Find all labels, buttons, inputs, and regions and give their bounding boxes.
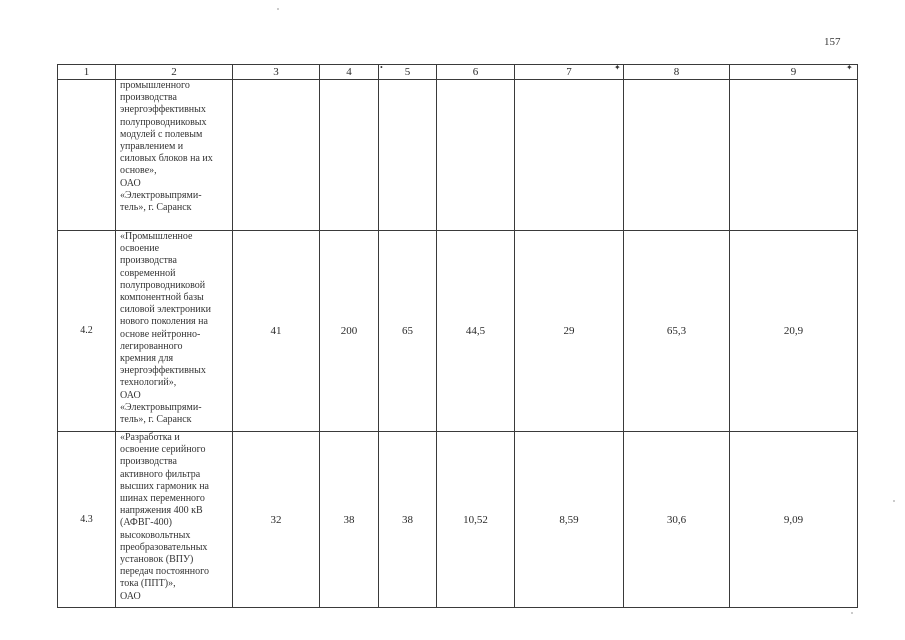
column-header-4: 4: [320, 65, 379, 80]
column-header-8: 8: [624, 65, 730, 80]
column-header-3: 3: [233, 65, 320, 80]
cell-col-5: 38: [379, 432, 437, 608]
scan-mark: •: [380, 63, 383, 72]
cell-col-3: 32: [233, 432, 320, 608]
row-id: 4.2: [58, 231, 116, 432]
cell-col-8: 30,6: [624, 432, 730, 608]
row-description: «Разработка и освоение серийного производства активного фильтра высших гармоник на шинах переменного напряжения 400 кВ (АФВГ-400) высоковольтных преобразовательных установок (ВПУ) передач постоянного тока (ППТ)», ОАО: [116, 432, 233, 608]
column-header-1: 1: [58, 65, 116, 80]
table-row: [58, 80, 858, 231]
column-header-6: 6: [437, 65, 515, 80]
cell-col-6: 44,5: [437, 231, 515, 432]
cell-col-7: [515, 80, 624, 231]
table-row: [58, 231, 858, 432]
data-table: [57, 64, 858, 608]
row-description: промышленного производства энергоэффективных полупроводниковых модулей с полевым управлением и силовых блоков на их основе», ОАО «Электровыпрями- тель», г. Саранск: [116, 80, 233, 231]
cell-col-9: 20,9: [730, 231, 858, 432]
cell-col-4: 200: [320, 231, 379, 432]
scan-mark: ✦: [846, 63, 853, 72]
cell-col-9: 9,09: [730, 432, 858, 608]
cell-col-7: 29: [515, 231, 624, 432]
column-header-2: 2: [116, 65, 233, 80]
row-id: [58, 80, 116, 231]
page-number: 157: [824, 36, 841, 48]
cell-col-3: [233, 80, 320, 231]
table-header-row: [58, 65, 858, 80]
cell-col-8: [624, 80, 730, 231]
scan-speck: [277, 8, 279, 10]
cell-col-4: 38: [320, 432, 379, 608]
scan-mark: ✦: [614, 63, 621, 72]
cell-col-6: 10,52: [437, 432, 515, 608]
column-header-7: 7: [515, 65, 624, 80]
cell-col-8: 65,3: [624, 231, 730, 432]
column-header-9: 9: [730, 65, 858, 80]
cell-col-3: 41: [233, 231, 320, 432]
cell-col-6: [437, 80, 515, 231]
cell-col-7: 8,59: [515, 432, 624, 608]
cell-col-4: [320, 80, 379, 231]
cell-col-5: 65: [379, 231, 437, 432]
cell-col-9: [730, 80, 858, 231]
cell-col-5: [379, 80, 437, 231]
table-row: [58, 432, 858, 608]
column-header-5: 5: [379, 65, 437, 80]
row-id: 4.3: [58, 432, 116, 608]
row-description: «Промышленное освоение производства современной полупроводниковой компонентной базы силовой электроники нового поколения на основе нейтронно- легированного кремния для энергоэффективных технологий», ОАО «Электровыпрями- тель», г. Саранск: [116, 231, 233, 432]
scan-speck: [851, 612, 853, 614]
scan-speck: [893, 500, 895, 502]
